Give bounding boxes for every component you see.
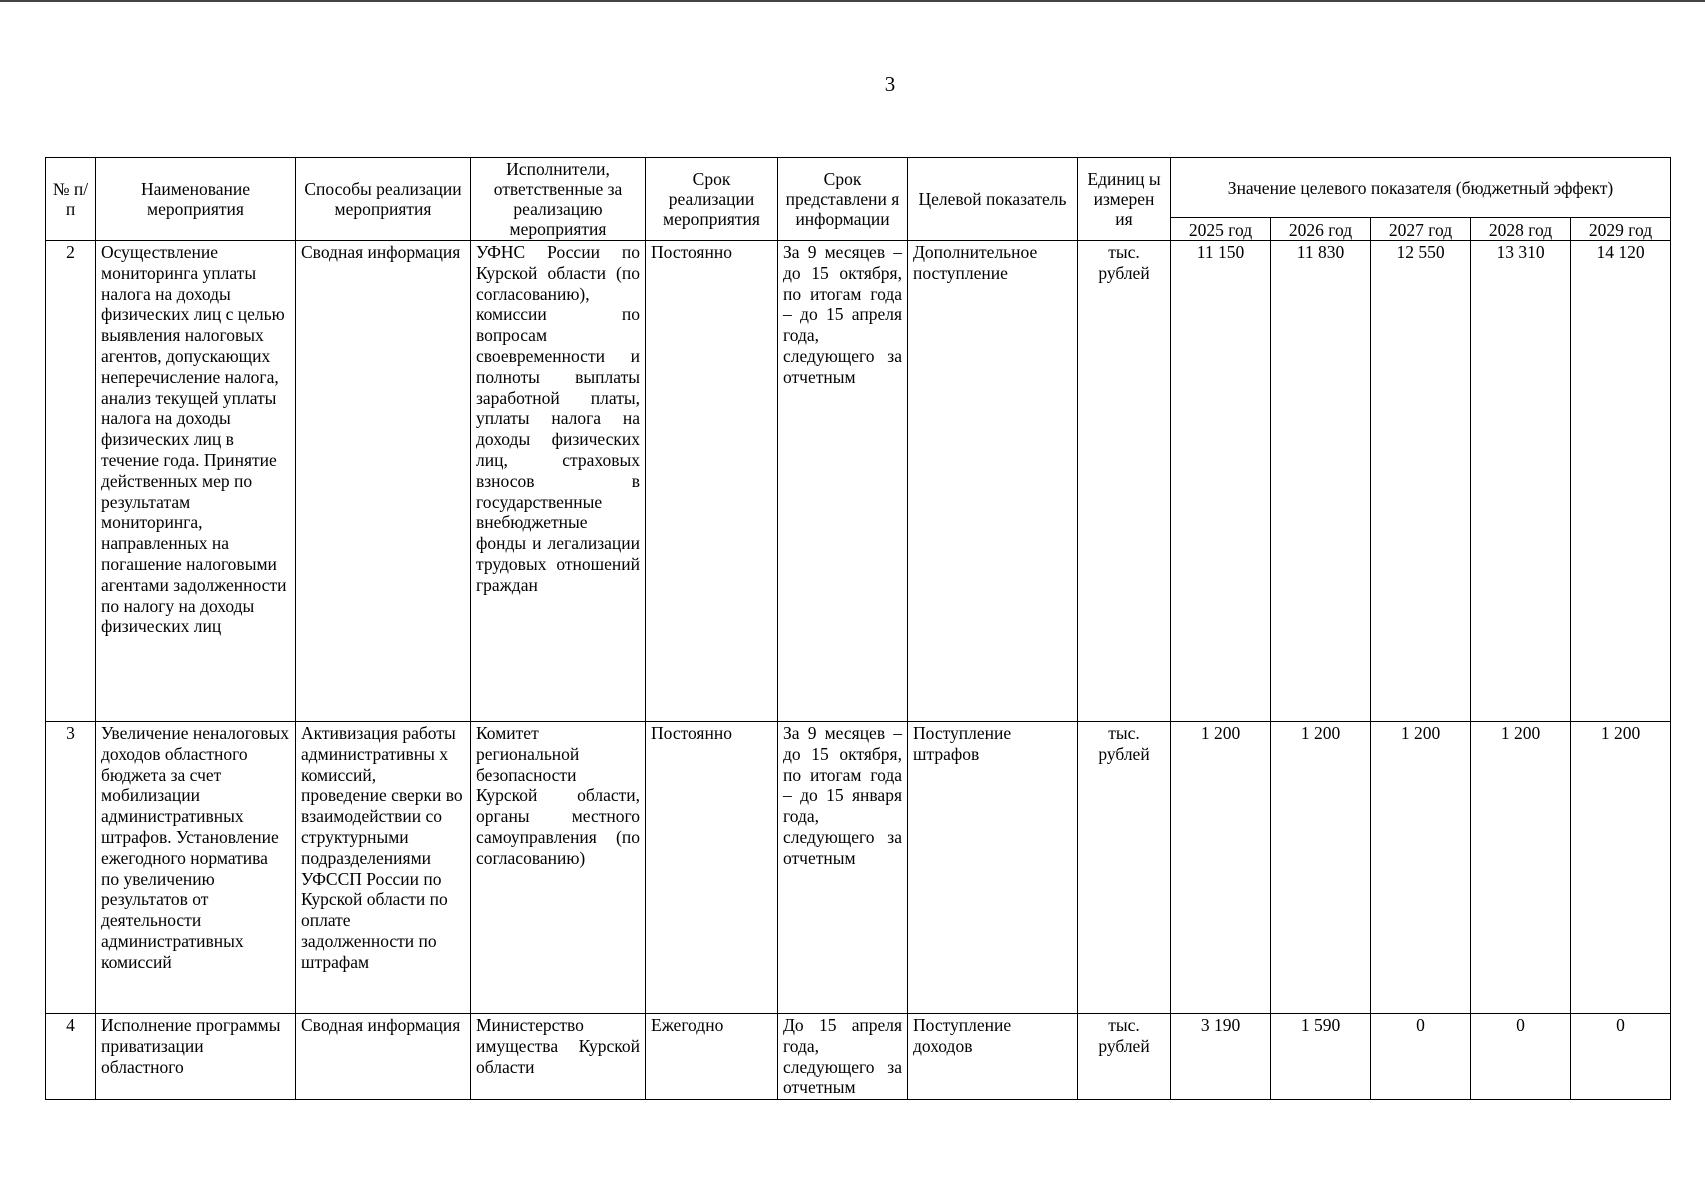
measure-name: Увеличение неналоговых доходов областного бюджета за счет мобилизации административных штрафов. Установление ежегодного норматива по увеличению результатов от деятельности административных комиссий xyxy=(96,722,296,1014)
value-cell: 13 310 xyxy=(1471,241,1571,722)
measure-unit: тыс. рублей xyxy=(1078,722,1171,1014)
measure-executors: УФНС России по Курской области (по согласованию), комиссии по вопросам своевременности и полноты выплаты заработной платы, уплаты налога на доходы физических лиц, страховых взносов в государственные внебюджетные фонды и легализации трудовых отношений граждан xyxy=(471,241,646,722)
measure-term: Постоянно xyxy=(646,241,778,722)
header-year: 2026 год xyxy=(1271,218,1371,241)
header-executors: Исполнители, ответственные за реализацию мероприятия xyxy=(471,158,646,241)
header-value-group: Значение целевого показателя (бюджетный эффект) xyxy=(1171,158,1671,218)
row-num: 3 xyxy=(46,722,96,1014)
header-unit: Единиц ы измерен ия xyxy=(1078,158,1171,241)
header-methods: Способы реализации мероприятия xyxy=(296,158,471,241)
measure-executors: Комитет региональной безопасности Курской области, органы местного самоуправления (по согласованию) xyxy=(471,722,646,1014)
measure-executors: Министерство имущества Курской области xyxy=(471,1014,646,1100)
value-cell: 14 120 xyxy=(1571,241,1671,722)
measure-name: Исполнение программы приватизации областного xyxy=(96,1014,296,1100)
value-cell: 0 xyxy=(1471,1014,1571,1100)
value-cell: 0 xyxy=(1371,1014,1471,1100)
measure-report-term: За 9 месяцев – до 15 октября, по итогам года – до 15 апреля года, следующего за отчетным xyxy=(778,241,908,722)
value-cell: 3 190 xyxy=(1171,1014,1271,1100)
measure-methods: Сводная информация xyxy=(296,1014,471,1100)
value-cell: 1 590 xyxy=(1271,1014,1371,1100)
table-row xyxy=(46,1014,1671,1100)
measure-unit: тыс. рублей xyxy=(1078,1014,1171,1100)
value-cell: 1 200 xyxy=(1571,722,1671,1014)
value-cell: 1 200 xyxy=(1471,722,1571,1014)
measure-methods: Активизация работы административны х комиссий, проведение сверки во взаимодействии со структурными подразделениями УФССП России по Курской области по оплате задолженности по штрафам xyxy=(296,722,471,1014)
header-year: 2028 год xyxy=(1471,218,1571,241)
measure-target: Дополнительное поступление xyxy=(908,241,1078,722)
header-year: 2029 год xyxy=(1571,218,1671,241)
page-number: 3 xyxy=(884,72,896,96)
header-name: Наименование мероприятия xyxy=(96,158,296,241)
table-row xyxy=(46,722,1671,1014)
value-cell: 12 550 xyxy=(1371,241,1471,722)
measure-report-term: За 9 месяцев – до 15 октября, по итогам года – до 15 января года, следующего за отчетным xyxy=(778,722,908,1014)
measure-methods: Сводная информация xyxy=(296,241,471,722)
measure-target: Поступление штрафов xyxy=(908,722,1078,1014)
header-target: Целевой показатель xyxy=(908,158,1078,241)
measure-report-term: До 15 апреля года, следующего за отчетным xyxy=(778,1014,908,1100)
row-num: 2 xyxy=(46,241,96,722)
measure-unit: тыс. рублей xyxy=(1078,241,1171,722)
header-num: № п/п xyxy=(46,158,96,241)
measures-table xyxy=(45,157,1671,1100)
value-cell: 0 xyxy=(1571,1014,1671,1100)
header-year: 2027 год xyxy=(1371,218,1471,241)
value-cell: 11 830 xyxy=(1271,241,1371,722)
value-cell: 1 200 xyxy=(1371,722,1471,1014)
measure-target: Поступление доходов xyxy=(908,1014,1078,1100)
value-cell: 1 200 xyxy=(1171,722,1271,1014)
value-cell: 11 150 xyxy=(1171,241,1271,722)
header-row xyxy=(46,158,1671,218)
row-num: 4 xyxy=(46,1014,96,1100)
measure-name: Осуществление мониторинга уплаты налога на доходы физических лиц с целью выявления налоговых агентов, допускающих неперечисление налога, анализ текущей уплаты налога на доходы физических лиц в течение года. Принятие действенных мер по результатам мониторинга, направленных на погашение налоговыми агентами задолженности по налогу на доходы физических лиц xyxy=(96,241,296,722)
measure-term: Постоянно xyxy=(646,722,778,1014)
top-border-line xyxy=(0,0,1705,2)
value-cell: 1 200 xyxy=(1271,722,1371,1014)
table-row xyxy=(46,241,1671,722)
header-year: 2025 год xyxy=(1171,218,1271,241)
header-term: Срок реализации мероприятия xyxy=(646,158,778,241)
measure-term: Ежегодно xyxy=(646,1014,778,1100)
header-report-term: Срок представлени я информации xyxy=(778,158,908,241)
